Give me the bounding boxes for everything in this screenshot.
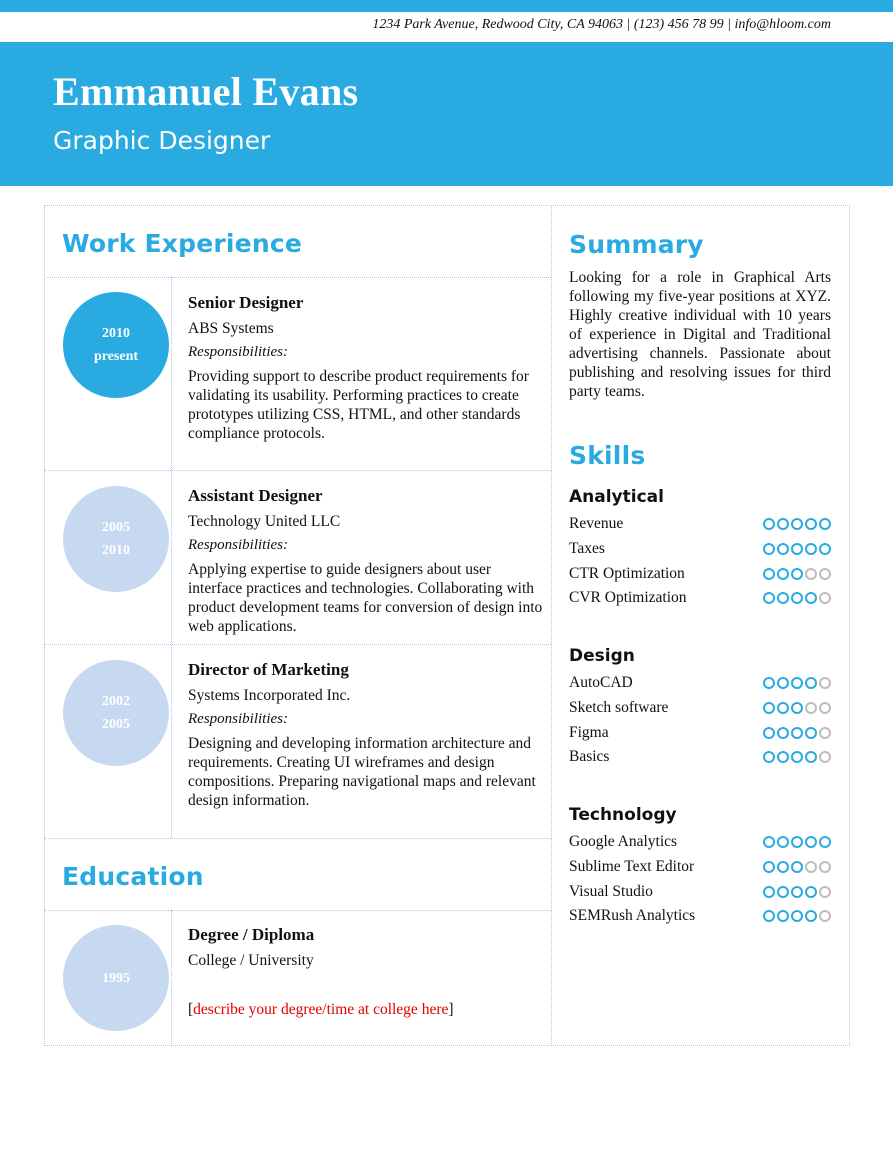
job-title: Director of Marketing [188,660,349,679]
rating-dot-filled [777,702,789,714]
skill-name: Taxes [569,539,605,557]
rating-dot-filled [777,886,789,898]
rating-dot-empty [819,751,831,763]
job-title: Assistant Designer [188,486,323,505]
job-date-badge [63,292,169,398]
rating-dot-filled [763,568,775,580]
rating-dot-filled [805,677,817,689]
rating-dot-filled [791,568,803,580]
rating-dot-empty [805,702,817,714]
rating-dot-filled [763,751,775,763]
skill-row [569,539,831,559]
rating-dot-filled [763,592,775,604]
rating-dot-filled [805,910,817,922]
rating-dot-filled [805,518,817,530]
row-divider [44,910,551,911]
skill-row [569,906,831,926]
job-start-year: 2002 [102,694,130,709]
skill-group-title: Technology [569,805,677,825]
rating-dot-empty [805,861,817,873]
rating-dot-empty [819,727,831,739]
job-company: Systems Incorporated Inc. [188,687,351,704]
skill-rating [763,751,831,763]
rating-dot-filled [763,910,775,922]
job-company: ABS Systems [188,320,274,337]
rating-dot-filled [777,861,789,873]
education-placeholder-note [188,1000,454,1020]
work-experience-heading: Work Experience [62,229,302,258]
rating-dot-filled [763,886,775,898]
skill-rating [763,568,831,580]
row-divider [44,644,551,645]
rating-dot-filled [805,592,817,604]
rating-dot-filled [777,568,789,580]
skill-name: Visual Studio [569,882,653,900]
job-description: Providing support to describe product requirements for validating its usability. Performing practices to create prototypes utilizing CSS, HTML, and other standards compliance protocols. [188,368,529,442]
skill-name: Sketch software [569,698,669,716]
job-date-badge [63,486,169,592]
rating-dot-empty [819,677,831,689]
responsibilities-label: Responsibilities: [188,537,288,553]
rating-dot-filled [763,727,775,739]
rating-dot-empty [819,592,831,604]
skill-rating [763,861,831,873]
rating-dot-filled [819,518,831,530]
skill-name: SEMRush Analytics [569,907,696,925]
education-heading: Education [62,862,204,891]
job-end-year: present [93,349,139,364]
rating-dot-filled [791,727,803,739]
skill-name: Google Analytics [569,833,678,850]
skill-rating [763,886,831,898]
job-description: Designing and developing information architecture and requirements. Creating UI wireframes and design compositions. Preparing navigational maps and relevant design information. [188,735,536,809]
job-entry [188,292,543,443]
rating-dot-empty [819,702,831,714]
skill-name: Figma [569,723,609,741]
degree-title: Degree / Diploma [188,925,315,944]
skill-row [569,723,831,743]
rating-dot-filled [791,518,803,530]
skill-row [569,698,831,718]
skill-row [569,673,831,693]
skill-row [569,832,831,852]
skill-name: AutoCAD [569,674,633,691]
top-accent-band [0,0,893,12]
skill-rating [763,543,831,555]
skills-heading: Skills [569,441,646,470]
rating-dot-filled [777,751,789,763]
rating-dot-filled [805,751,817,763]
skill-name: Revenue [569,515,624,532]
summary-heading: Summary [569,230,704,259]
responsibilities-label: Responsibilities: [188,344,288,360]
skill-name: Sublime Text Editor [569,857,695,875]
rating-dot-filled [763,702,775,714]
rating-dot-filled [777,677,789,689]
skill-name: Basics [569,748,610,766]
job-end-year: 2005 [102,717,130,732]
education-divider [171,910,172,1046]
rating-dot-empty [819,861,831,873]
skill-rating [763,702,831,714]
column-divider [551,205,552,1046]
rating-dot-filled [791,861,803,873]
school-name: College / University [188,952,314,969]
education-year: 1995 [102,970,130,986]
rating-dot-filled [791,702,803,714]
skill-rating [763,518,831,530]
skill-row [569,882,831,902]
skill-row [569,747,831,767]
skill-row [569,857,831,877]
rating-dot-filled [805,886,817,898]
skill-rating [763,592,831,604]
rating-dot-filled [791,677,803,689]
skill-rating [763,910,831,922]
rating-dot-filled [805,543,817,555]
candidate-role: Graphic Designer [53,126,271,155]
open-bracket: [ [188,1001,194,1018]
job-start-year: 2005 [102,520,130,535]
rating-dot-filled [763,518,775,530]
row-divider [44,838,551,839]
contact-info: 1234 Park Avenue, Redwood City, CA 94063 | (123) 456 78 99 | info@hloom.com [372,17,831,32]
rating-dot-filled [805,836,817,848]
rating-dot-filled [777,543,789,555]
summary-text: Looking for a role in Graphical Arts following my five-year positions at XYZ. Highly creative individual with 10 years of experience in Digital and Traditional advertising channels. Passionate about publishing and resolving issues for third party teams. [569,269,831,400]
skill-name: CTR Optimization [569,564,685,582]
rating-dot-filled [791,886,803,898]
job-date-badge [63,660,169,766]
header-banner [0,42,893,186]
rating-dot-filled [777,592,789,604]
rating-dot-filled [763,836,775,848]
rating-dot-empty [819,886,831,898]
row-divider [44,277,551,278]
education-entry [188,924,543,971]
rating-dot-filled [819,836,831,848]
skill-row [569,588,831,608]
rating-dot-filled [777,727,789,739]
timeline-divider [171,277,172,838]
rating-dot-filled [777,910,789,922]
rating-dot-filled [791,836,803,848]
row-divider [44,470,551,471]
skill-row [569,514,831,534]
job-start-year: 2010 [102,326,130,341]
job-entry [188,485,543,636]
job-company: Technology United LLC [188,513,341,530]
skill-name: CVR Optimization [569,589,687,607]
skill-group-title: Design [569,646,635,666]
education-note-text: describe your degree/time at college here [193,1001,449,1018]
skill-group-title: Analytical [569,487,664,507]
job-entry [188,659,543,810]
job-end-year: 2010 [102,543,130,558]
skill-row [569,564,831,584]
skill-rating [763,677,831,689]
rating-dot-filled [791,592,803,604]
rating-dot-filled [791,910,803,922]
job-title: Senior Designer [188,293,304,312]
rating-dot-empty [819,568,831,580]
rating-dot-filled [777,836,789,848]
rating-dot-filled [819,543,831,555]
rating-dot-filled [791,751,803,763]
rating-dot-empty [805,568,817,580]
education-year-badge [63,925,169,1031]
rating-dot-filled [763,543,775,555]
close-bracket: ] [448,1001,454,1018]
rating-dot-empty [819,910,831,922]
responsibilities-label: Responsibilities: [188,711,288,727]
candidate-name: Emmanuel Evans [53,69,359,114]
skill-rating [763,727,831,739]
job-description: Applying expertise to guide designers about user interface practices and technologies. Collaborating with product development teams for conversion of design into web applications. [188,561,543,635]
rating-dot-filled [763,861,775,873]
rating-dot-filled [777,518,789,530]
skill-rating [763,836,831,848]
rating-dot-filled [791,543,803,555]
rating-dot-filled [763,677,775,689]
rating-dot-filled [805,727,817,739]
